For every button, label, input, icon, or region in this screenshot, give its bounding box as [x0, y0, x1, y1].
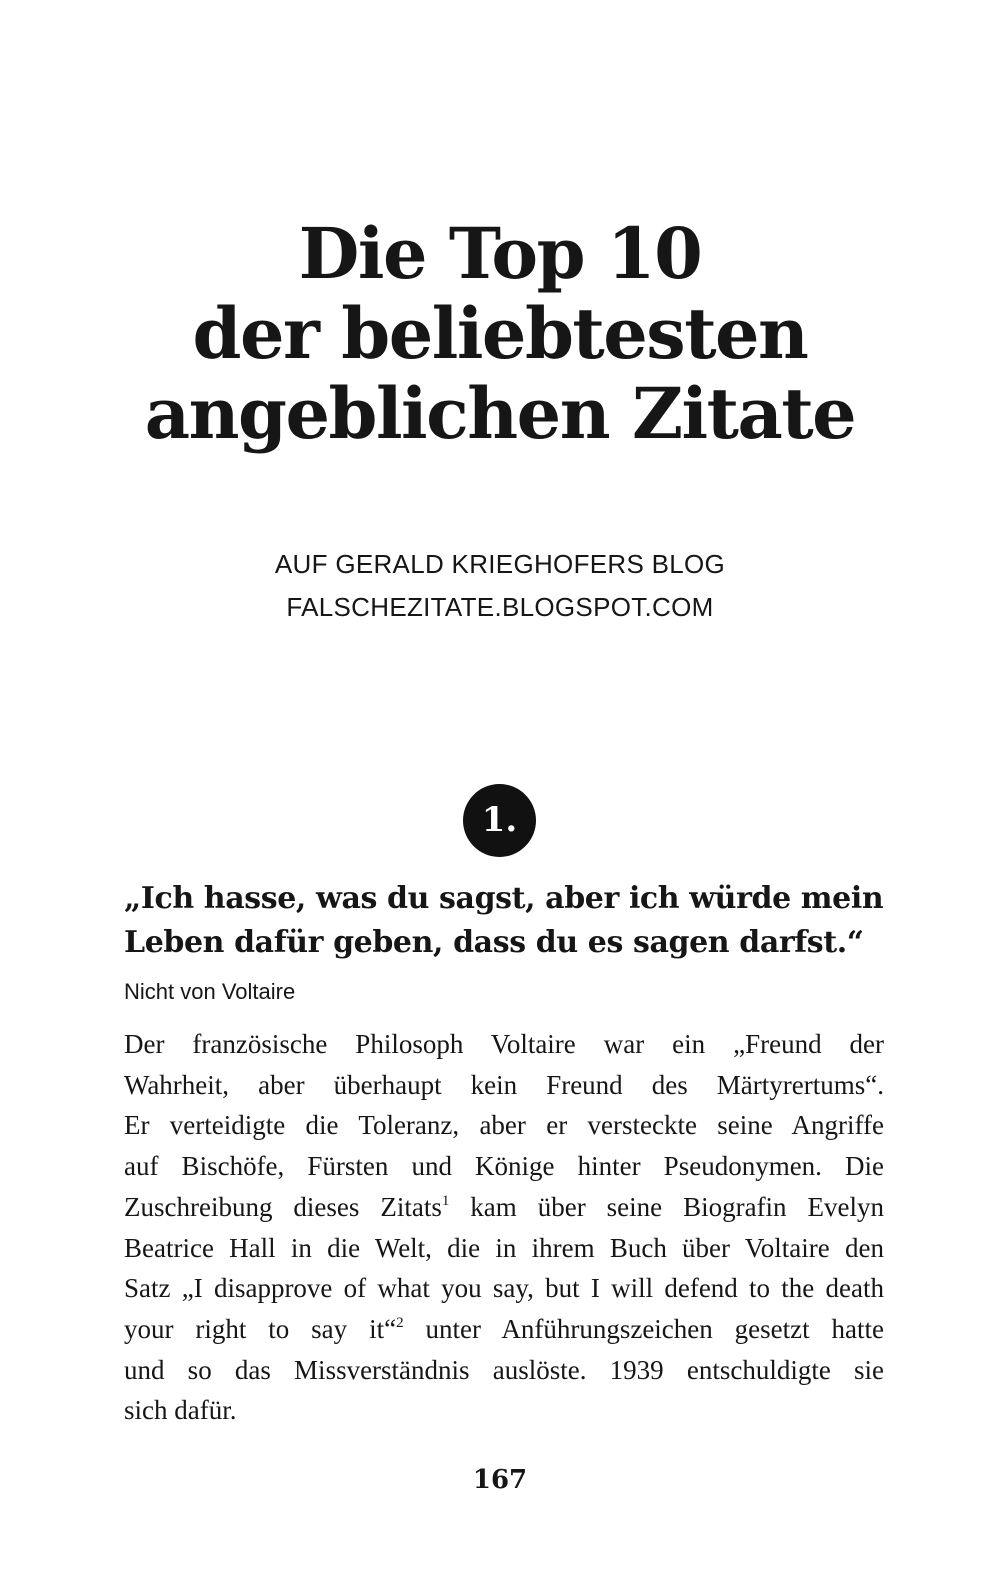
body-text-segment: your right to say it“ — [124, 1313, 397, 1344]
page-title — [0, 214, 1000, 454]
footnote-ref-2: 2 — [396, 1314, 404, 1331]
body-text-segment: Zuschreibung dieses Zitats — [124, 1191, 442, 1222]
title-line-2: der beliebtesten — [192, 292, 808, 375]
body-text-segment: kam über seine Biografin Evelyn — [449, 1191, 884, 1222]
quote-line-2: Leben dafür geben, dass du es sagen darfst.“ — [124, 925, 864, 960]
entry-number-badge: 1. — [463, 784, 536, 857]
subtitle — [0, 543, 1000, 629]
subtitle-line-1: AUF GERALD KRIEGHOFERS BLOG — [274, 549, 726, 579]
body-text-segment: unter Anführungszeichen gesetzt hatte — [403, 1313, 884, 1344]
body-line: Er verteidigte die Toleranz, aber er versteckte seine Angriffe — [124, 1110, 884, 1141]
page-number: 167 — [472, 1465, 528, 1495]
quote-heading — [124, 877, 884, 965]
body-paragraph — [124, 1024, 884, 1431]
body-line: Satz „I disapprove of what you say, but I will defend to the death — [124, 1273, 884, 1304]
body-line — [124, 1309, 884, 1350]
footnote-ref-1: 1 — [441, 1192, 450, 1209]
body-line: und so das Missverständnis auslöste. 1939 entschuldigte sie — [124, 1354, 884, 1385]
body-line: Der französische Philosoph Voltaire war ein „Freund der — [124, 1029, 884, 1059]
title-line-3: angeblichen Zitate — [144, 372, 856, 455]
body-line: sich dafür. — [124, 1395, 237, 1426]
subtitle-line-2: FALSCHEZITATE.BLOGSPOT.COM — [286, 592, 714, 622]
quote-attribution: Nicht von Voltaire — [124, 979, 296, 1004]
body-line — [124, 1187, 884, 1228]
body-line: Wahrheit, aber überhaupt kein Freund des Märtyrertums“. — [124, 1069, 884, 1100]
body-line: Beatrice Hall in die Welt, die in ihrem Buch über Voltaire den — [124, 1232, 884, 1263]
quote-line-1: „Ich hasse, was du sagst, aber ich würde mein — [124, 881, 884, 916]
title-line-1: Die Top 10 — [298, 212, 702, 295]
body-line: auf Bischöfe, Fürsten und Könige hinter Pseudonymen. Die — [124, 1151, 884, 1182]
